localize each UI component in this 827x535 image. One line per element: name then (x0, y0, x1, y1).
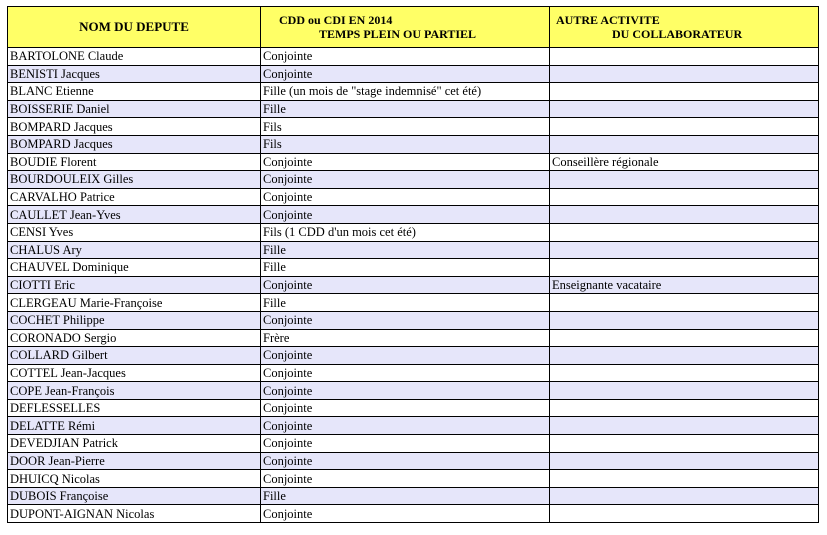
header-name: NOM DU DEPUTE (8, 7, 261, 48)
header-other-line2: DU COLLABORATEUR (612, 27, 743, 41)
deputy-name-cell: CORONADO Sergio (8, 329, 261, 347)
collaborator-relation-cell: Fille (261, 487, 550, 505)
collaborator-relation-cell: Fils (261, 135, 550, 153)
deputy-name-cell: COCHET Philippe (8, 311, 261, 329)
deputy-name-cell: BARTOLONE Claude (8, 48, 261, 66)
deputy-name-cell: CENSI Yves (8, 223, 261, 241)
table-row (8, 399, 819, 417)
other-activity-cell (550, 417, 819, 435)
deputy-name-cell: COTTEL Jean-Jacques (8, 364, 261, 382)
other-activity-cell (550, 294, 819, 312)
other-activity-cell (550, 399, 819, 417)
table-row (8, 452, 819, 470)
header-contract-line2: TEMPS PLEIN OU PARTIEL (319, 27, 477, 41)
table-row (8, 294, 819, 312)
table-row (8, 470, 819, 488)
collaborator-relation-cell: Conjointe (261, 364, 550, 382)
deputy-name-cell: BOMPARD Jacques (8, 135, 261, 153)
collaborator-relation-cell: Fils (261, 118, 550, 136)
collaborator-relation-cell: Conjointe (261, 399, 550, 417)
collaborator-relation-cell: Conjointe (261, 505, 550, 523)
collaborator-relation-cell: Conjointe (261, 382, 550, 400)
collaborator-relation-cell: Fils (1 CDD d'un mois cet été) (261, 223, 550, 241)
collaborator-relation-cell: Conjointe (261, 435, 550, 453)
other-activity-cell (550, 188, 819, 206)
deputy-name-cell: BENISTI Jacques (8, 65, 261, 83)
deputy-name-cell: DELATTE Rémi (8, 417, 261, 435)
other-activity-cell (550, 135, 819, 153)
other-activity-cell (550, 241, 819, 259)
other-activity-cell: Conseillère régionale (550, 153, 819, 171)
collaborator-relation-cell: Conjointe (261, 206, 550, 224)
collaborator-relation-cell: Conjointe (261, 153, 550, 171)
other-activity-cell (550, 65, 819, 83)
table-row (8, 83, 819, 101)
deputy-name-cell: CARVALHO Patrice (8, 188, 261, 206)
deputy-name-cell: CHALUS Ary (8, 241, 261, 259)
deputy-name-cell: BOURDOULEIX Gilles (8, 171, 261, 189)
other-activity-cell (550, 171, 819, 189)
other-activity-cell (550, 435, 819, 453)
deputies-table-container (7, 6, 819, 523)
table-body (8, 48, 819, 523)
deputy-name-cell: BOISSERIE Daniel (8, 100, 261, 118)
collaborator-relation-cell: Fille (261, 100, 550, 118)
collaborator-relation-cell: Fille (261, 259, 550, 277)
table-row (8, 153, 819, 171)
table-row (8, 241, 819, 259)
collaborator-relation-cell: Fille (261, 241, 550, 259)
table-header-row (8, 7, 819, 48)
other-activity-cell (550, 382, 819, 400)
other-activity-cell (550, 100, 819, 118)
other-activity-cell (550, 452, 819, 470)
collaborator-relation-cell: Conjointe (261, 48, 550, 66)
deputy-name-cell: BOMPARD Jacques (8, 118, 261, 136)
header-other-line1: AUTRE ACTIVITE (556, 13, 660, 27)
deputy-name-cell: DEVEDJIAN Patrick (8, 435, 261, 453)
other-activity-cell (550, 83, 819, 101)
other-activity-cell (550, 329, 819, 347)
table-row (8, 223, 819, 241)
deputy-name-cell: DUPONT-AIGNAN Nicolas (8, 505, 261, 523)
header-contract-line1: CDD ou CDI EN 2014 (279, 13, 393, 27)
collaborator-relation-cell: Conjointe (261, 65, 550, 83)
deputy-name-cell: CLERGEAU Marie-Françoise (8, 294, 261, 312)
other-activity-cell (550, 48, 819, 66)
table-row (8, 382, 819, 400)
table-row (8, 171, 819, 189)
deputy-name-cell: BLANC Etienne (8, 83, 261, 101)
collaborator-relation-cell: Fille (un mois de "stage indemnisé" cet été) (261, 83, 550, 101)
deputy-name-cell: DOOR Jean-Pierre (8, 452, 261, 470)
table-row (8, 100, 819, 118)
table-row (8, 364, 819, 382)
table-row (8, 311, 819, 329)
table-row (8, 259, 819, 277)
collaborator-relation-cell: Conjointe (261, 311, 550, 329)
deputy-name-cell: CIOTTI Eric (8, 276, 261, 294)
table-row (8, 435, 819, 453)
table-row (8, 417, 819, 435)
table-row (8, 65, 819, 83)
deputies-table (7, 6, 819, 523)
table-row (8, 347, 819, 365)
table-row (8, 505, 819, 523)
other-activity-cell (550, 223, 819, 241)
collaborator-relation-cell: Fille (261, 294, 550, 312)
other-activity-cell (550, 470, 819, 488)
table-row (8, 487, 819, 505)
table-row (8, 135, 819, 153)
table-row (8, 206, 819, 224)
table-row (8, 188, 819, 206)
deputy-name-cell: DHUICQ Nicolas (8, 470, 261, 488)
collaborator-relation-cell: Conjointe (261, 188, 550, 206)
deputy-name-cell: DUBOIS Françoise (8, 487, 261, 505)
deputy-name-cell: DEFLESSELLES (8, 399, 261, 417)
other-activity-cell (550, 259, 819, 277)
collaborator-relation-cell: Conjointe (261, 417, 550, 435)
deputy-name-cell: CHAUVEL Dominique (8, 259, 261, 277)
other-activity-cell (550, 311, 819, 329)
deputy-name-cell: COPE Jean-François (8, 382, 261, 400)
other-activity-cell (550, 206, 819, 224)
other-activity-cell (550, 118, 819, 136)
collaborator-relation-cell: Frère (261, 329, 550, 347)
other-activity-cell (550, 487, 819, 505)
other-activity-cell (550, 364, 819, 382)
collaborator-relation-cell: Conjointe (261, 470, 550, 488)
collaborator-relation-cell: Conjointe (261, 171, 550, 189)
deputy-name-cell: COLLARD Gilbert (8, 347, 261, 365)
table-row (8, 329, 819, 347)
collaborator-relation-cell: Conjointe (261, 452, 550, 470)
deputy-name-cell: BOUDIE Florent (8, 153, 261, 171)
other-activity-cell (550, 347, 819, 365)
table-row (8, 276, 819, 294)
table-row (8, 118, 819, 136)
other-activity-cell (550, 505, 819, 523)
collaborator-relation-cell: Conjointe (261, 276, 550, 294)
header-contract (261, 7, 550, 48)
other-activity-cell: Enseignante vacataire (550, 276, 819, 294)
header-other-activity (550, 7, 819, 48)
deputy-name-cell: CAULLET Jean-Yves (8, 206, 261, 224)
collaborator-relation-cell: Conjointe (261, 347, 550, 365)
table-row (8, 48, 819, 66)
